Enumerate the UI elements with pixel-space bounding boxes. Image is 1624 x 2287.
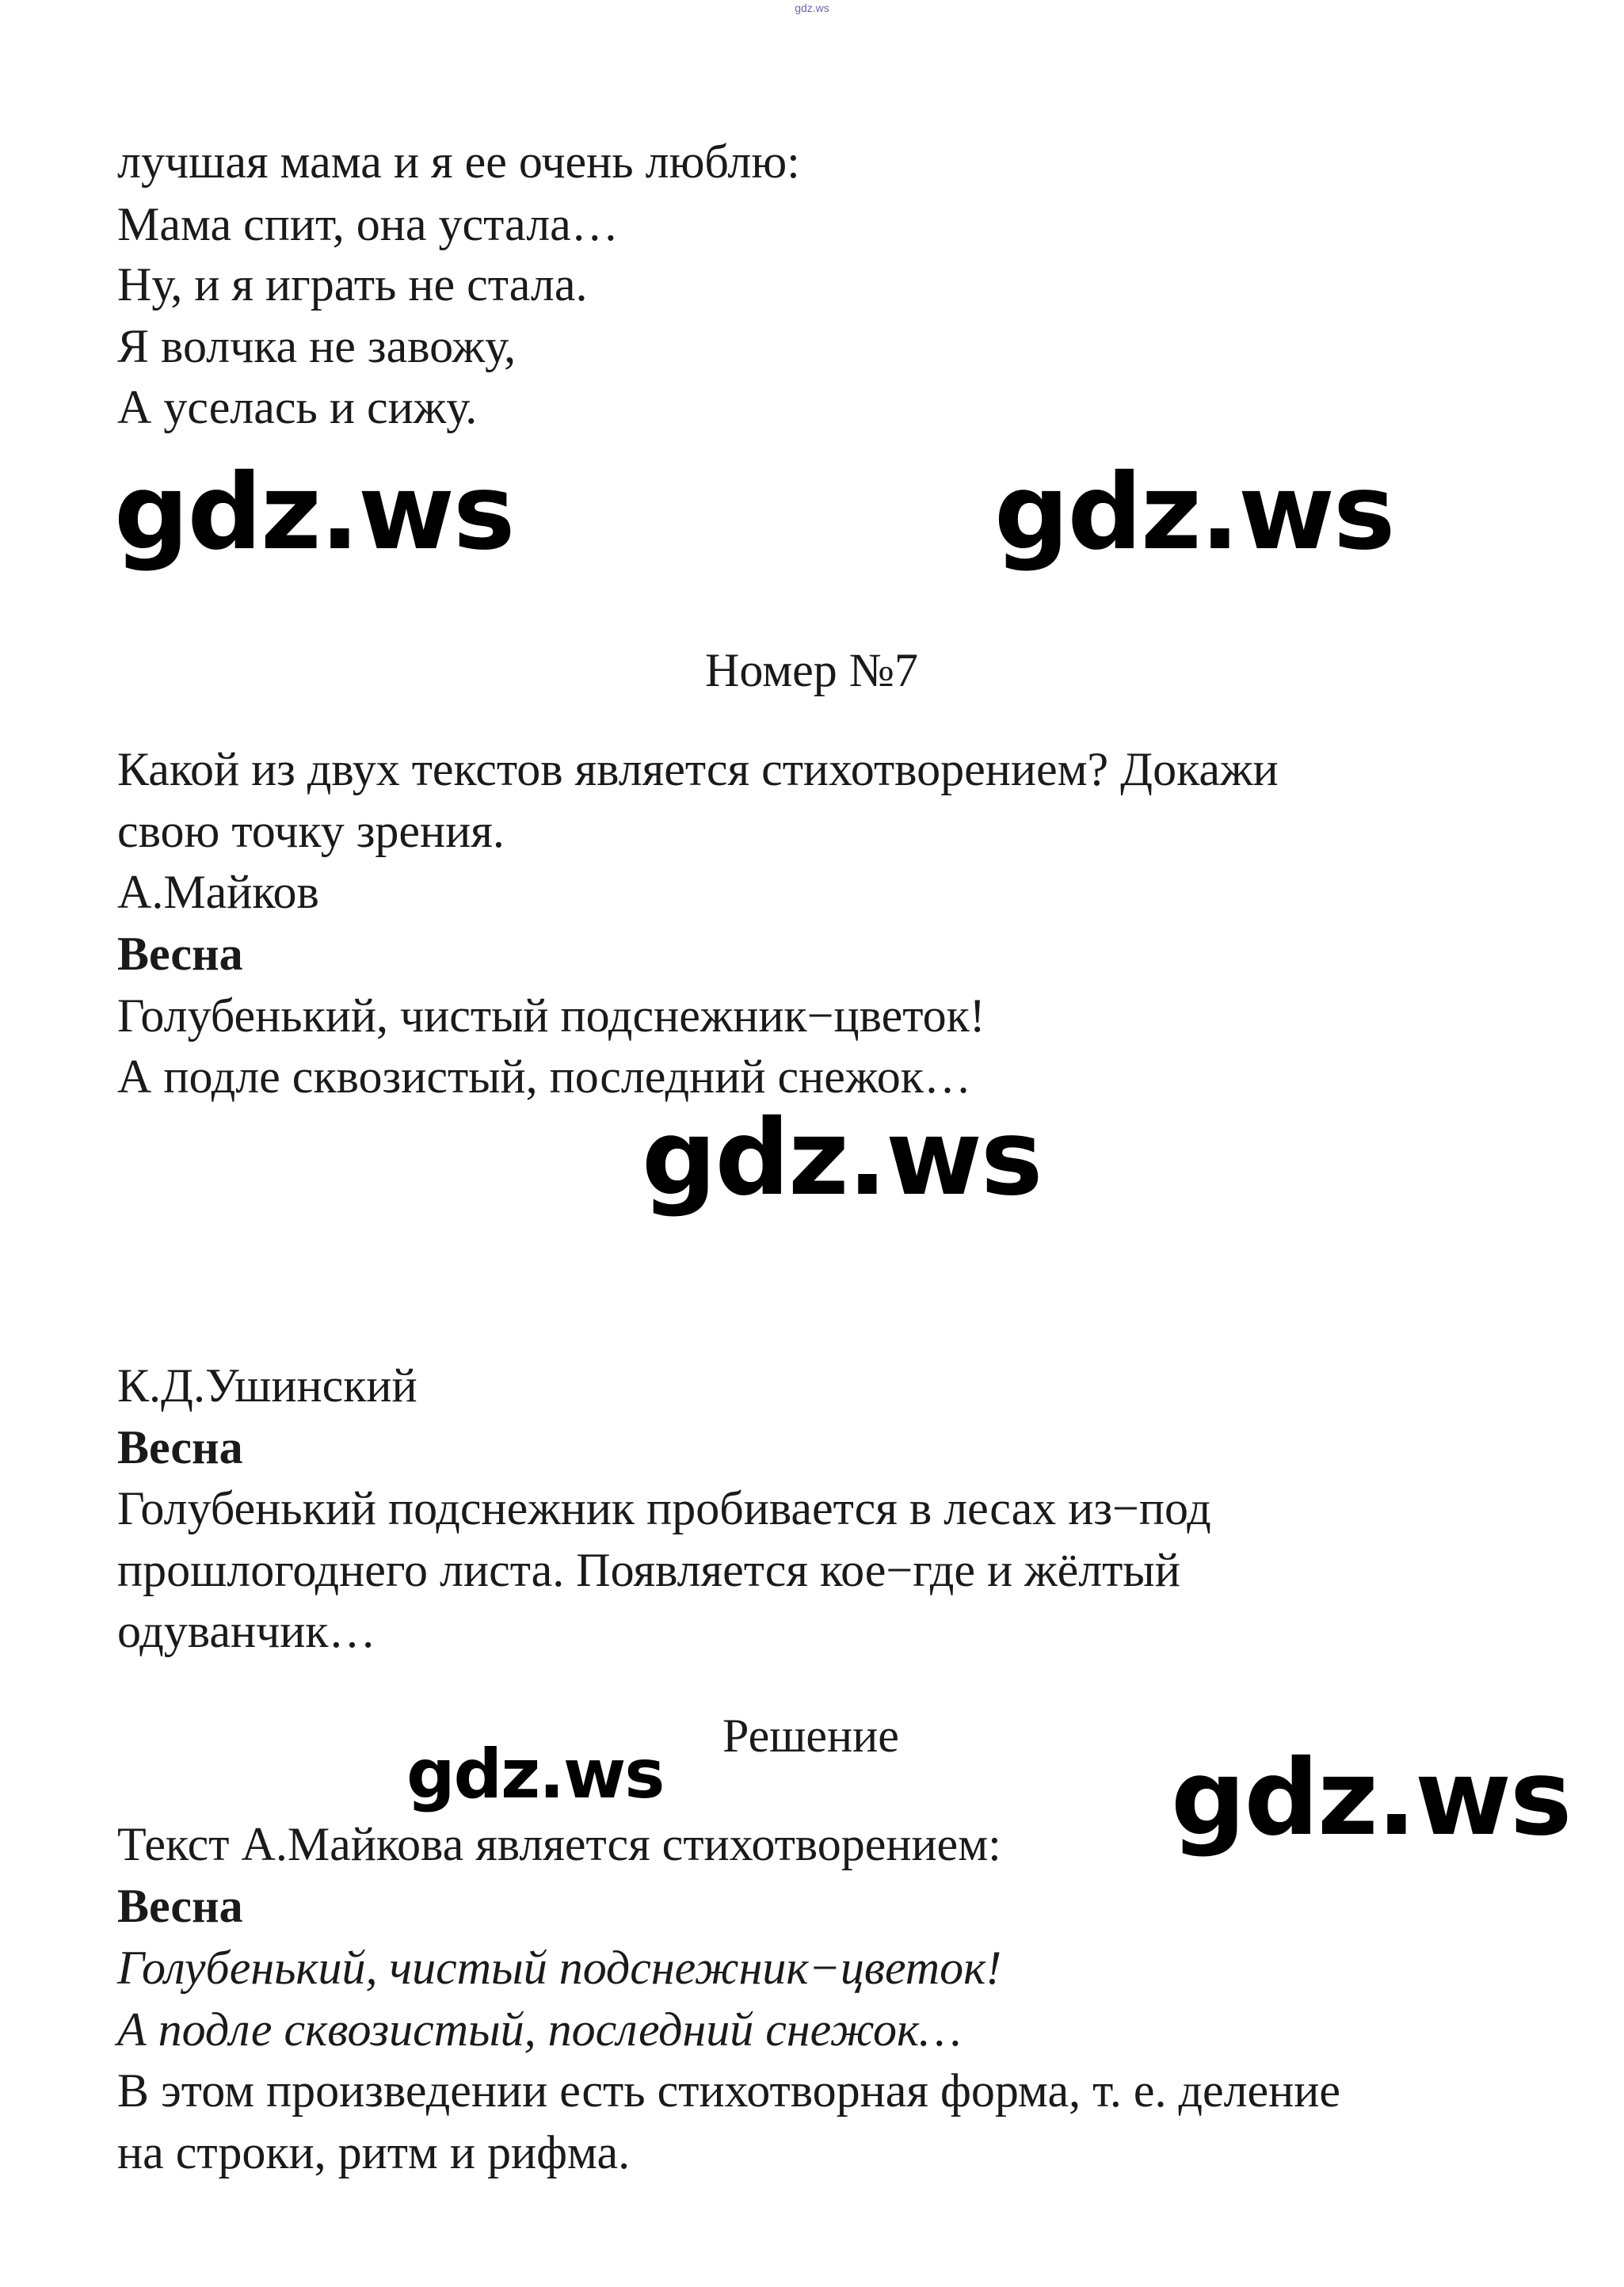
text-one-line: Голубенький, чистый подснежник−цветок!	[117, 989, 985, 1042]
header-watermark: gdz.ws	[795, 2, 829, 14]
watermark: gdz.ws	[994, 452, 1394, 574]
solution-intro: Текст А.Майкова является стихотворением:	[117, 1818, 1001, 1870]
poem-line: Я волчка не завожу,	[117, 320, 517, 372]
exercise-title: Номер №7	[705, 644, 919, 696]
text-one-title: Весна	[117, 928, 243, 980]
solution-poem-line: Голубенький, чистый подснежник−цветок!	[117, 1942, 1002, 1994]
solution-explanation-line: В этом произведении есть стихотворная форма, т. е. деление	[117, 2064, 1341, 2117]
watermark: gdz.ws	[406, 1735, 664, 1814]
watermark: gdz.ws	[114, 452, 514, 574]
poem-line: А уселась и сижу.	[117, 381, 478, 433]
solution-heading: Решение	[722, 1710, 899, 1762]
solution-explanation-line: на строки, ритм и рифма.	[117, 2126, 631, 2178]
watermark: gdz.ws	[1171, 1737, 1571, 1859]
poem-line: лучшая мама и я ее очень люблю:	[117, 135, 800, 188]
text-two-line: прошлогоднего листа. Появляется кое−где и жёлтый	[117, 1544, 1180, 1596]
poem-line: Ну, и я играть не стала.	[117, 258, 588, 311]
text-two-line: одуванчик…	[117, 1605, 376, 1657]
question-line: свою точку зрения.	[117, 805, 505, 857]
question-line: Какой из двух текстов является стихотворением? Докажи	[117, 743, 1279, 795]
watermark: gdz.ws	[642, 1097, 1042, 1219]
solution-poem-line: А подле сквозистый, последний снежок…	[117, 2003, 962, 2056]
poem-line: Мама спит, она устала…	[117, 198, 619, 250]
text-one-line: А подле сквозистый, последний снежок…	[117, 1050, 971, 1103]
solution-title: Весна	[117, 1880, 243, 1932]
text-two-author: К.Д.Ушинский	[117, 1359, 417, 1412]
text-two-line: Голубенький подснежник пробивается в лесах из−под	[117, 1482, 1211, 1534]
text-one-author: А.Майков	[117, 866, 319, 918]
text-two-title: Весна	[117, 1421, 243, 1473]
